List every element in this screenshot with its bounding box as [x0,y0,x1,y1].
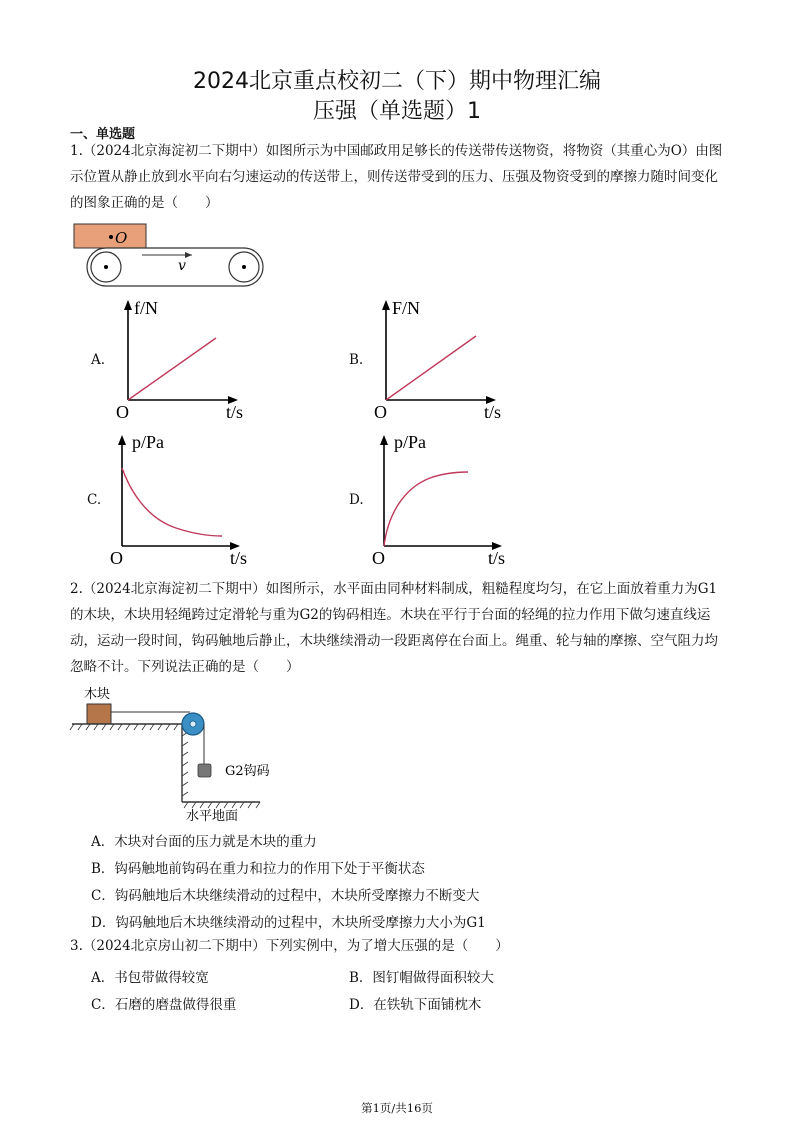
block-label: 木块 [84,687,111,702]
option-d-letter: D. [349,492,364,508]
graph-c [106,432,256,567]
graph-b-curve [386,336,476,400]
graph-d-origin: O [372,548,385,568]
document-title: 2024北京重点校初二（下）期中物理汇编 [193,69,601,94]
option-c-letter: C. [87,492,102,508]
hook-weight [198,764,211,777]
center-of-gravity-label: O [115,229,128,247]
graph-d-xlabel: t/s [488,548,506,568]
graph-a-curve [128,338,216,400]
graph-a-origin: O [116,402,129,422]
graph-c-ylabel: p/Pa [132,432,165,452]
question-2-text: 2.（2024北京海淀初二下期中）如图所示，水平面由同种材料制成，粗糙程度均匀，在它上面放着重力为G1的木块，木块用轻绳跨过定滑轮与重为G2的钩码相连。木块在平行于台面的轻绳的拉力作用下做匀速直线运动，运动一段时间，钩码触地后静止，木块继续滑动一段距离停在台面上。绳重、轮与轴的摩擦、空气阻力均忽略不计。下列说法正确的是（ ） [70,581,718,675]
question-3-text: 3.（2024北京房山初二下期中）下列实例中，为了增大压强的是（ ） [70,938,509,954]
q2-option-d: D．钩码触地后木块继续滑动的过程中，木块所受摩擦力大小为G1 [91,915,486,931]
graph-d-curve [384,472,468,546]
graph-a-ylabel: f/N [134,298,158,318]
q3-option-b: B．图钉帽做得面积较大 [349,970,494,986]
document-subtitle: 压强（单选题）1 [313,99,481,124]
velocity-label: v [178,258,186,274]
graph-d [368,432,518,567]
graph-b-ylabel: F/N [392,298,421,318]
q3-option-c: C．石磨的磨盘做得很重 [91,997,237,1013]
center-of-gravity-dot [109,235,113,239]
q2-option-c: C．钩码触地后木块继续滑动的过程中，木块所受摩擦力不断变大 [91,888,480,904]
option-b-letter: B. [349,352,364,368]
page-footer: 第1页/共16页 [361,1101,433,1115]
graph-d-ylabel: p/Pa [394,432,427,452]
question-1-text: 1.（2024北京海淀初二下期中）如图所示为中国邮政用足够长的传送带传送物资，将物资（其重心为O）由图示位置从静止放到水平向右匀速运动的传送带上，则传送带受到的压力、压强及物资受到的摩擦力随时间变化的图象正确的是（ ） [70,143,723,211]
wooden-block [87,704,111,724]
ground-label: 水平地面 [186,809,239,824]
q2-option-b: B．钩码触地前钩码在重力和拉力的作用下处于平衡状态 [91,861,425,877]
graph-b-origin: O [374,402,387,422]
q3-option-a: A．书包带做得较宽 [91,970,209,986]
graph-a [110,298,250,423]
conveyor-belt-figure [70,222,270,292]
graph-b [368,298,508,423]
weight-label: G2钩码 [225,764,270,779]
graph-b-xlabel: t/s [484,402,502,422]
graph-a-xlabel: t/s [226,402,244,422]
q2-option-a: A．木块对台面的压力就是木块的重力 [91,834,317,850]
pulley-figure [70,684,290,824]
q3-option-d: D．在铁轨下面铺枕木 [349,997,482,1013]
graph-c-xlabel: t/s [230,548,248,568]
option-a-letter: A. [91,352,106,368]
section-heading: 一、单选题 [70,127,136,142]
graph-c-origin: O [110,548,123,568]
graph-c-curve [122,468,222,536]
